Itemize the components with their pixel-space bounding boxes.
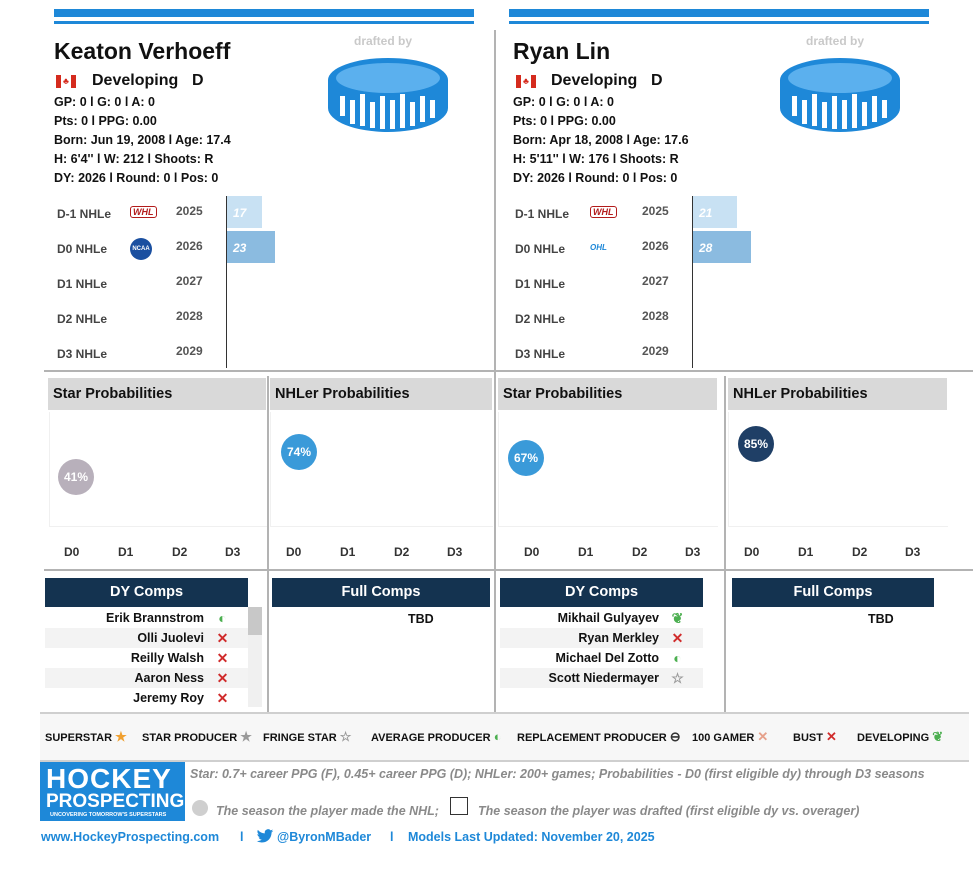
- player-position: D: [651, 72, 663, 89]
- x-axis-tick: D2: [394, 545, 410, 559]
- dy-comps-header: DY Comps: [500, 578, 703, 607]
- bust-icon: ✕: [671, 630, 684, 646]
- nhle-row-label: D1 NHLe: [515, 277, 566, 291]
- drafted-by-label: drafted by: [354, 34, 413, 48]
- legend-label: AVERAGE PRODUCER: [371, 732, 494, 744]
- star-producer-icon: ★: [240, 729, 252, 744]
- comp-player-name: Scott Niedermayer: [548, 671, 659, 685]
- legend-label: DEVELOPING: [857, 732, 933, 744]
- made-nhl-note: The season the player made the NHL;: [216, 804, 439, 818]
- footer-separator: l: [390, 830, 394, 844]
- bust-icon: ✕: [826, 729, 837, 744]
- star-probability-marker: 67%: [508, 440, 544, 476]
- fringe-star-icon: ☆: [671, 670, 684, 686]
- panel-divider: [267, 376, 269, 712]
- nhle-row-label: D1 NHLe: [57, 277, 108, 291]
- x-axis-tick: D0: [64, 545, 80, 559]
- nhle-row-label: D2 NHLe: [57, 312, 108, 326]
- bust-icon: ✕: [216, 650, 229, 666]
- legend-replacement-producer: [517, 729, 681, 745]
- average-producer-icon: ◐: [673, 650, 682, 666]
- average-producer-icon: ◐: [218, 610, 227, 626]
- twitter-bird-icon: [256, 829, 274, 844]
- legend-label: BUST: [793, 732, 826, 744]
- nhler-probability-marker: 74%: [281, 434, 317, 470]
- nhle-year: 2026: [176, 239, 203, 253]
- x-axis-tick: D2: [852, 545, 868, 559]
- player-position: D: [192, 72, 204, 89]
- comp-player-name: Erik Brannstrom: [106, 611, 204, 625]
- x-axis-tick: D0: [524, 545, 540, 559]
- twitter-handle-link[interactable]: @ByronMBader: [277, 830, 372, 844]
- header-bar-right-thin: [509, 21, 929, 24]
- nhle-row-label: D3 NHLe: [515, 347, 566, 361]
- website-link[interactable]: www.HockeyProspecting.com: [41, 830, 220, 844]
- x-axis-tick: D3: [225, 545, 241, 559]
- player-status: Developing: [551, 72, 638, 89]
- legend-average-producer: [371, 729, 502, 744]
- x-axis-tick: D1: [798, 545, 814, 559]
- nhle-row-label: D2 NHLe: [515, 312, 566, 326]
- comp-row: [500, 648, 703, 668]
- x-axis-tick: D0: [744, 545, 760, 559]
- hockey-prospecting-logo: [40, 762, 185, 821]
- nhle-year: 2026: [642, 239, 669, 253]
- bust-icon: ✕: [216, 670, 229, 686]
- made-nhl-circle-icon: [192, 800, 208, 816]
- player-name: Keaton Verhoeff: [54, 38, 231, 64]
- star-probabilities-header: Star Probabilities: [48, 378, 266, 410]
- comp-row: [500, 608, 703, 628]
- full-comps-value: TBD: [408, 612, 434, 626]
- logo-tagline: UNCOVERING TOMORROW'S SUPERSTARS: [50, 812, 167, 818]
- nhle-year: 2029: [642, 344, 669, 358]
- comp-player-name: Mikhail Gulyayev: [557, 611, 659, 625]
- stat-line-points: Pts: 0 l PPG: 0.00: [54, 114, 157, 128]
- nhle-bar: 28: [693, 231, 751, 263]
- legend-label: SUPERSTAR: [45, 732, 116, 744]
- header-bar-left-thin: [54, 21, 474, 24]
- comp-row: [500, 628, 703, 648]
- developing-icon: ❦: [932, 729, 944, 744]
- legend-label: 100 GAMER: [692, 732, 758, 744]
- stat-line-games: GP: 0 l G: 0 l A: 0: [513, 95, 614, 109]
- whl-league-logo-icon: WHL: [590, 202, 617, 220]
- drafted-by-label: drafted by: [806, 34, 865, 48]
- bust-icon: ✕: [216, 690, 229, 706]
- logo-line2: PROSPECTING: [46, 791, 185, 812]
- stat-line-points: Pts: 0 l PPG: 0.00: [513, 114, 616, 128]
- panel-divider: [724, 376, 726, 712]
- nhler-probabilities-header: NHLer Probabilities: [270, 378, 492, 410]
- nhle-year: 2027: [176, 274, 203, 288]
- developing-icon: ❦: [671, 610, 684, 626]
- nhle-row-label: D3 NHLe: [57, 347, 108, 361]
- team-logo-puck-icon: [778, 56, 902, 136]
- comp-row: [500, 668, 703, 688]
- x-axis-tick: D3: [447, 545, 463, 559]
- legend-bust: [793, 729, 837, 745]
- full-comps-header: Full Comps: [272, 578, 490, 607]
- legend-star-producer: [142, 729, 252, 745]
- logo-line1: HOCKEY: [46, 763, 172, 794]
- fringe-star-icon: ☆: [339, 729, 352, 744]
- comp-row: [45, 608, 248, 628]
- x-axis-tick: D3: [685, 545, 701, 559]
- x-axis-tick: D1: [578, 545, 594, 559]
- legend-label: FRINGE STAR: [263, 732, 340, 744]
- canada-flag-icon: ♣: [516, 75, 536, 88]
- legend-fringe-star: [263, 729, 351, 745]
- ohl-league-logo-icon: OHL: [590, 243, 607, 252]
- legend-developing: [857, 729, 943, 745]
- comp-player-name: Reilly Walsh: [130, 651, 204, 665]
- nhler-probabilities-header: NHLer Probabilities: [728, 378, 947, 410]
- section-divider: [44, 569, 973, 571]
- comp-player-name: Olli Juolevi: [137, 631, 204, 645]
- legend-superstar: [45, 729, 127, 745]
- comp-player-name: Ryan Merkley: [578, 631, 659, 645]
- star-probabilities-header: Star Probabilities: [498, 378, 717, 410]
- player-status: Developing: [92, 72, 179, 89]
- header-bar-left: [54, 9, 474, 17]
- legend-label: STAR PRODUCER: [142, 732, 241, 744]
- bust-icon: ✕: [216, 630, 229, 646]
- comp-player-name: Jeremy Roy: [133, 691, 204, 705]
- nhle-year: 2025: [176, 204, 203, 218]
- nhle-row-label: D0 NHLe: [57, 242, 108, 256]
- legend-label: REPLACEMENT PRODUCER: [517, 732, 670, 744]
- dy-comps-header: DY Comps: [45, 578, 248, 607]
- superstar-icon: ★: [115, 729, 127, 744]
- 100-gamer-icon: ✕: [757, 729, 769, 744]
- stat-line-born: Born: Apr 18, 2008 l Age: 17.6: [513, 133, 689, 147]
- stat-line-draft: DY: 2026 l Round: 0 l Pos: 0: [513, 171, 678, 185]
- stat-line-born: Born: Jun 19, 2008 l Age: 17.4: [54, 133, 231, 147]
- section-divider: [44, 370, 973, 372]
- replacement-producer-icon: ⊖: [669, 729, 681, 744]
- nhle-bar: 23: [227, 231, 275, 263]
- comp-player-name: Michael Del Zotto: [555, 651, 659, 665]
- team-logo-puck-icon: [326, 56, 450, 136]
- nhle-bar: 21: [693, 196, 737, 228]
- nhle-row-label: D-1 NHLe: [57, 207, 112, 221]
- drafted-note: The season the player was drafted (first eligible dy vs. overager): [478, 804, 860, 818]
- x-axis-tick: D2: [172, 545, 188, 559]
- x-axis-tick: D3: [905, 545, 921, 559]
- full-comps-header: Full Comps: [732, 578, 934, 607]
- x-axis-tick: D0: [286, 545, 302, 559]
- models-updated: Models Last Updated: November 20, 2025: [408, 830, 655, 844]
- nhle-year: 2028: [176, 309, 203, 323]
- comps-scrollbar[interactable]: [248, 607, 262, 707]
- definition-note: Star: 0.7+ career PPG (F), 0.45+ career PPG (D); NHLer: 200+ games; Probabilities - D0 (first eligible dy) through D3 seasons: [190, 767, 925, 781]
- stat-line-draft: DY: 2026 l Round: 0 l Pos: 0: [54, 171, 219, 185]
- nhle-year: 2028: [642, 309, 669, 323]
- comp-player-name: Aaron Ness: [134, 671, 204, 685]
- comp-row: [45, 688, 248, 708]
- footer-separator: l: [240, 830, 244, 844]
- full-comps-value: TBD: [868, 612, 894, 626]
- drafted-square-icon: [450, 797, 468, 815]
- whl-league-logo-icon: WHL: [130, 202, 157, 220]
- comp-row: [45, 668, 248, 688]
- stat-line-games: GP: 0 l G: 0 l A: 0: [54, 95, 155, 109]
- x-axis-tick: D1: [118, 545, 134, 559]
- legend-100-gamer: [692, 729, 768, 745]
- nhler-prob-plot: [270, 412, 493, 527]
- canada-flag-icon: ♣: [56, 75, 76, 88]
- ncaa-league-logo-icon: NCAA: [130, 237, 152, 260]
- comps-scrollbar-thumb[interactable]: [248, 607, 262, 635]
- comp-row: [45, 648, 248, 668]
- nhle-year: 2029: [176, 344, 203, 358]
- x-axis-tick: D1: [340, 545, 356, 559]
- star-probability-marker: 41%: [58, 459, 94, 495]
- nhler-probability-marker: 85%: [738, 426, 774, 462]
- nhle-year: 2027: [642, 274, 669, 288]
- header-bar-right: [509, 9, 929, 17]
- nhle-year: 2025: [642, 204, 669, 218]
- average-producer-icon: ◐: [493, 729, 502, 744]
- nhle-row-label: D0 NHLe: [515, 242, 566, 256]
- player-name: Ryan Lin: [513, 38, 611, 64]
- comp-row: [45, 628, 248, 648]
- stat-line-size: H: 5'11'' l W: 176 l Shoots: R: [513, 152, 679, 166]
- stat-line-size: H: 6'4'' l W: 212 l Shoots: R: [54, 152, 214, 166]
- x-axis-tick: D2: [632, 545, 648, 559]
- nhle-row-label: D-1 NHLe: [515, 207, 570, 221]
- nhle-bar: 17: [227, 196, 262, 228]
